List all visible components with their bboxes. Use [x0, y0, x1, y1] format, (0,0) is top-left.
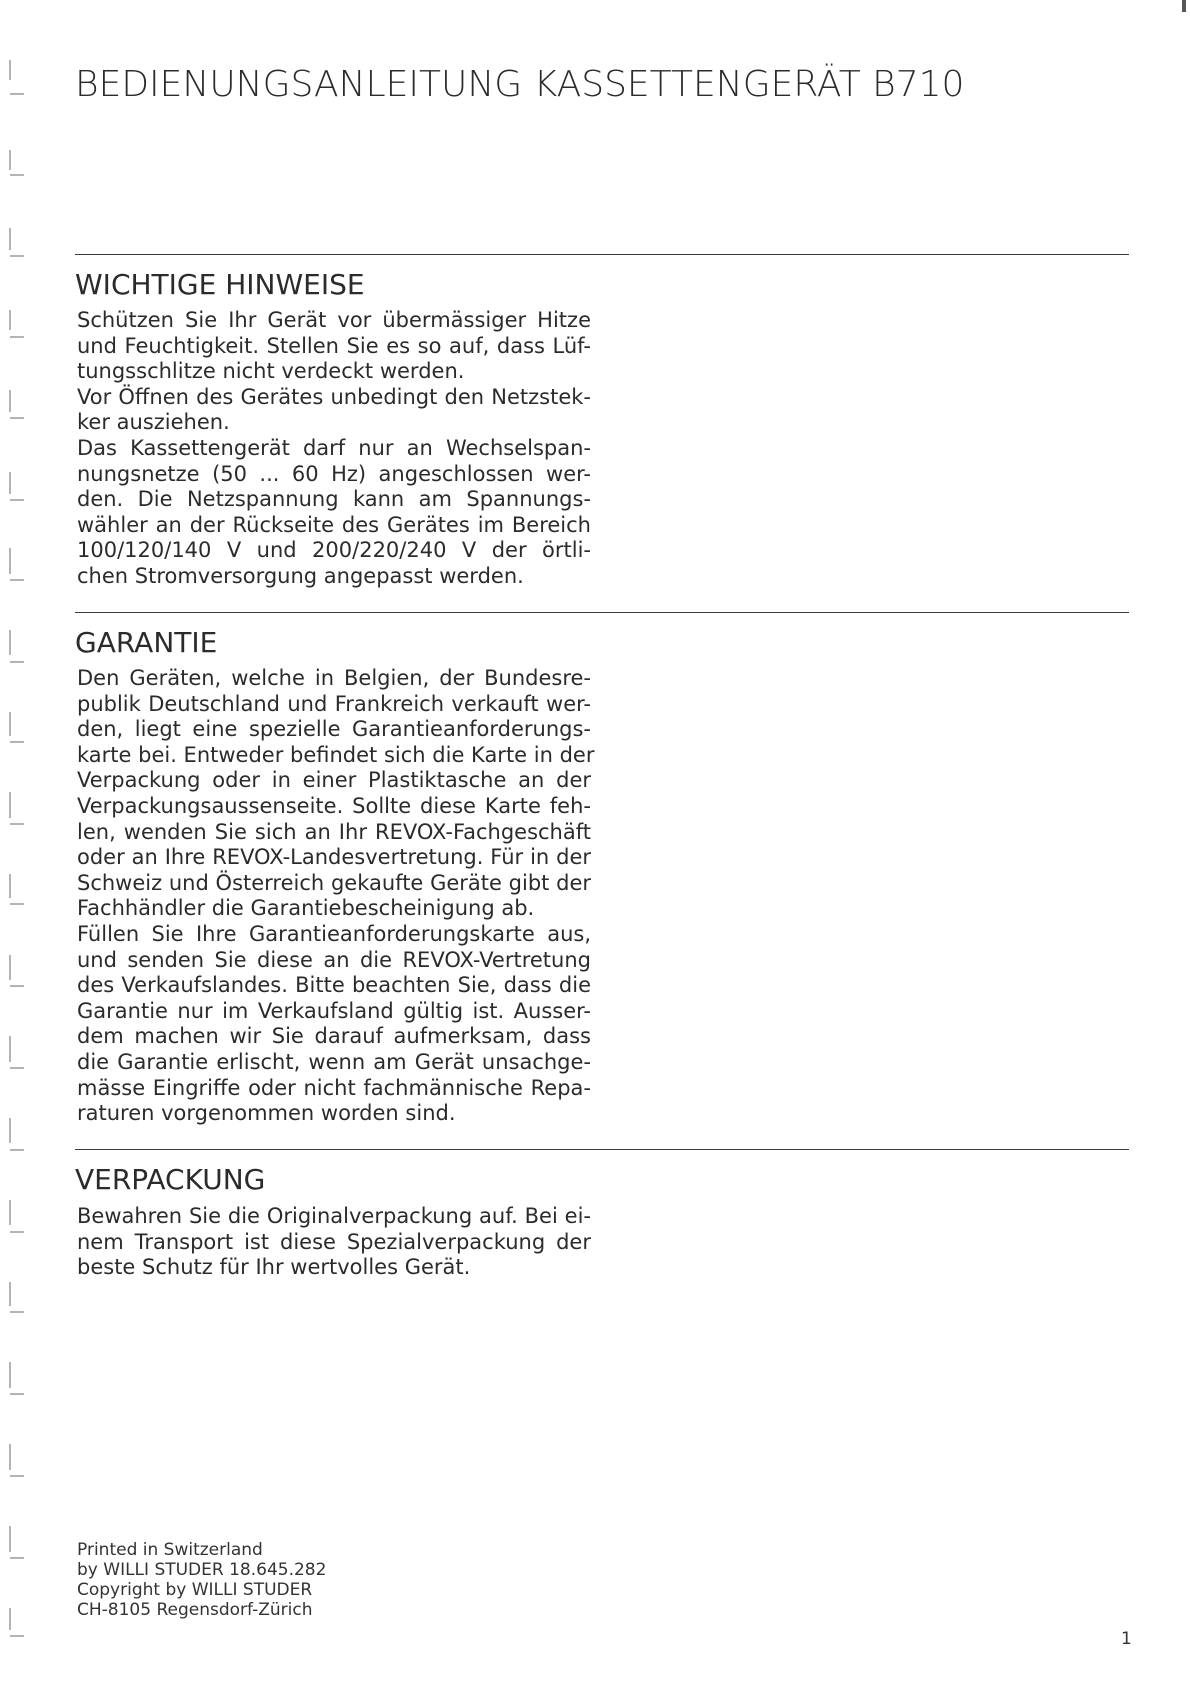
text-line: und Feuchtigkeit. Stellen Sie es so auf, dass Lüf- [77, 333, 591, 358]
text-line: Verpackungsaussenseite. Sollte diese Karte feh- [77, 793, 591, 818]
text-line: oder an Ihre REVOX-Landesvertretung. Für in der [77, 845, 591, 870]
text-line: und senden Sie diese an die REVOX-Vertretung [77, 947, 591, 972]
scan-corner-mark [1182, 0, 1186, 12]
section-body-verpackung [77, 1204, 591, 1281]
section-body-garantie [77, 666, 595, 1127]
imprint-line: Copyright by WILLI STUDER [77, 1580, 313, 1600]
text-line: Füllen Sie Ihre Garantieanforderungskarte aus, [77, 921, 591, 946]
text-line: die Garantie erlischt, wenn am Gerät unsachge- [77, 1049, 591, 1074]
imprint-line: Printed in Switzerland [77, 1540, 263, 1560]
text-line: nungsnetze (50 ... 60 Hz) angeschlossen wer- [77, 461, 591, 486]
text-line: ker ausziehen. [77, 410, 230, 435]
text-line: Fachhändler die Garantiebescheinigung ab. [77, 896, 535, 921]
section-heading-garantie: GARANTIE [75, 626, 218, 659]
text-line: beste Schutz für Ihr wertvolles Gerät. [77, 1255, 471, 1280]
section-divider [75, 612, 1129, 613]
text-line: Bewahren Sie die Originalverpackung auf. Bei ei- [77, 1204, 591, 1228]
text-line: Das Kassettengerät darf nur an Wechselspan- [77, 435, 591, 460]
text-line: nem Transport ist diese Spezialverpackung der [77, 1229, 591, 1254]
section-body-wichtige-hinweise [77, 308, 591, 590]
margin-marks [0, 0, 30, 1683]
text-line: 100/120/140 V und 200/220/240 V der örtli- [77, 538, 591, 563]
text-line: wähler an der Rückseite des Gerätes im Bereich [77, 512, 591, 537]
text-line: publik Deutschland und Frankreich verkauft wer- [77, 691, 591, 716]
text-line: chen Stromversorgung angepasst werden. [77, 563, 524, 588]
imprint [77, 1540, 326, 1620]
text-line: Garantie nur im Verkaufsland gültig ist. Ausser- [77, 998, 591, 1023]
section-divider [75, 254, 1129, 255]
text-line: Verpackung oder in einer Plastiktasche an der [77, 768, 591, 793]
text-line: raturen vorgenommen worden sind. [77, 1101, 456, 1126]
text-line: mässe Eingriffe oder nicht fachmännische Repa- [77, 1075, 591, 1100]
text-line: Schützen Sie Ihr Gerät vor übermässiger Hitze [77, 308, 591, 332]
text-line: dem machen wir Sie darauf aufmerksam, dass [77, 1024, 591, 1049]
page-title: BEDIENUNGSANLEITUNG KASSETTENGERÄT B710 [75, 64, 965, 105]
text-line: tungsschlitze nicht verdeckt werden. [77, 359, 465, 384]
text-line: den. Die Netzspannung kann am Spannungs- [77, 487, 591, 512]
page-number: 1 [1121, 1629, 1132, 1649]
section-divider [75, 1149, 1129, 1150]
section-heading-verpackung: VERPACKUNG [75, 1163, 266, 1196]
text-line: karte bei. Entweder befindet sich die Karte in der [77, 742, 595, 767]
text-line: des Verkaufslandes. Bitte beachten Sie, dass die [77, 973, 591, 998]
text-line: Den Geräten, welche in Belgien, der Bundesre- [77, 666, 591, 690]
text-line: Vor Öffnen des Gerätes unbedingt den Netzstek- [77, 384, 591, 409]
text-line: len, wenden Sie sich an Ihr REVOX-Fachgeschäft [77, 819, 591, 844]
imprint-line: CH-8105 Regensdorf-Zürich [77, 1600, 313, 1620]
section-heading-wichtige-hinweise: WICHTIGE HINWEISE [75, 268, 365, 301]
imprint-line: by WILLI STUDER 18.645.282 [77, 1560, 327, 1580]
text-line: Schweiz und Österreich gekaufte Geräte gibt der [77, 870, 591, 895]
text-line: den, liegt eine spezielle Garantieanforderungs- [77, 717, 591, 742]
